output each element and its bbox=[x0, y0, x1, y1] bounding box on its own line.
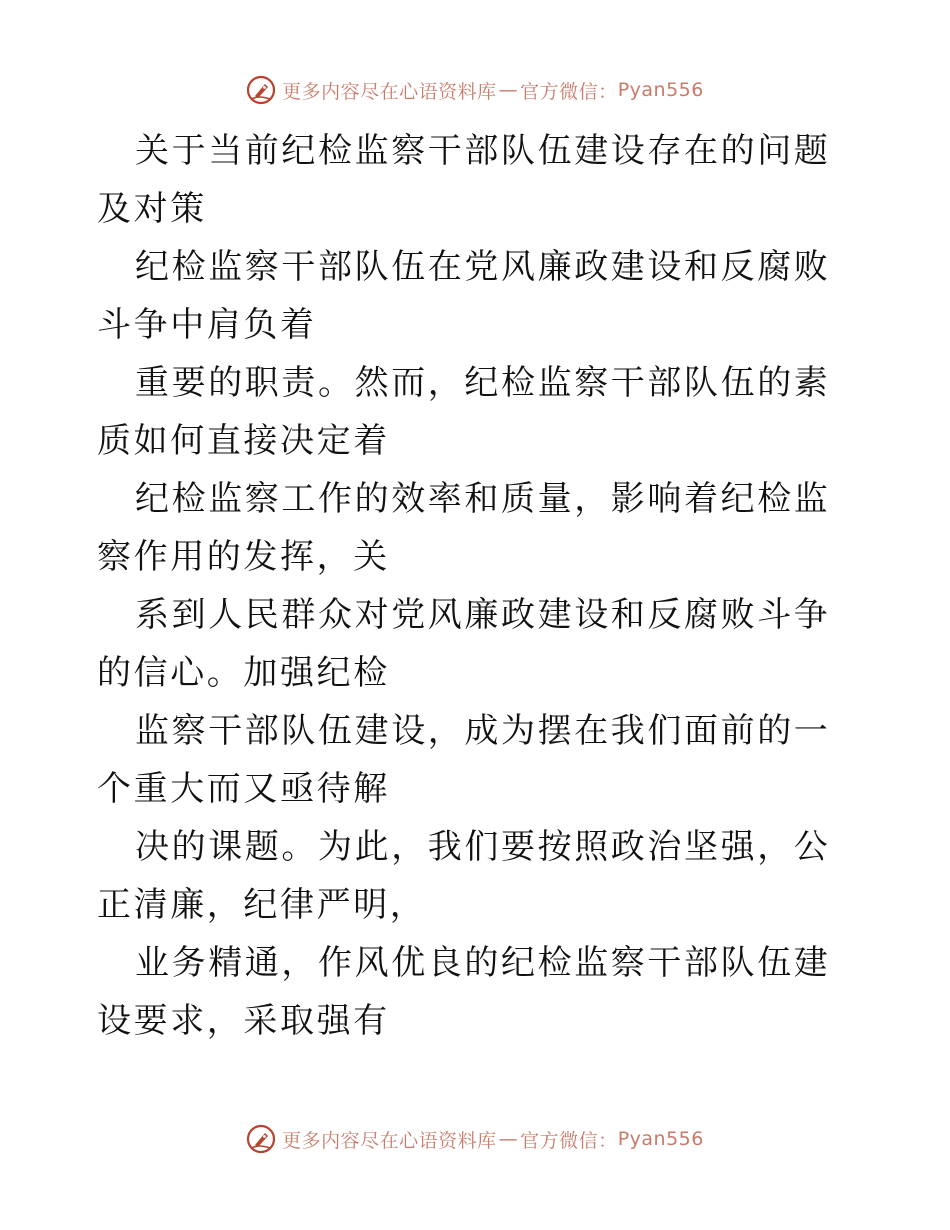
watermark-account: Pyan556 bbox=[617, 79, 704, 101]
paragraph: 纪检监察干部队伍在党风廉政建设和反腐败斗争中肩负着 bbox=[97, 247, 831, 345]
document-body bbox=[97, 122, 853, 1050]
paragraph: 决的课题。为此，我们要按照政治坚强，公正清廉，纪律严明， bbox=[97, 827, 831, 925]
watermark-dash: — bbox=[498, 79, 519, 101]
paragraph: 纪检监察工作的效率和质量，影响着纪检监察作用的发挥，关 bbox=[97, 479, 831, 577]
pen-nib-logo-icon bbox=[246, 1124, 276, 1154]
header-watermark bbox=[0, 72, 950, 108]
watermark-dash: — bbox=[498, 1128, 519, 1150]
pen-nib-logo-icon bbox=[246, 75, 276, 105]
paragraph: 重要的职责。然而，纪检监察干部队伍的素质如何直接决定着 bbox=[97, 363, 831, 461]
watermark-text: 更多内容尽在心语资料库 bbox=[282, 80, 497, 103]
watermark-official-label: 官方微信： bbox=[520, 80, 618, 103]
watermark-text: 更多内容尽在心语资料库 bbox=[282, 1129, 497, 1152]
paragraph: 监察干部队伍建设，成为摆在我们面前的一个重大而又亟待解 bbox=[97, 711, 831, 809]
paragraph-title: 关于当前纪检监察干部队伍建设存在的问题及对策 bbox=[97, 131, 831, 229]
watermark-official-label: 官方微信： bbox=[520, 1129, 618, 1152]
paragraph: 业务精通，作风优良的纪检监察干部队伍建设要求，采取强有 bbox=[97, 943, 831, 1041]
paragraph: 系到人民群众对党风廉政建设和反腐败斗争的信心。加强纪检 bbox=[97, 595, 831, 693]
footer-watermark bbox=[0, 1121, 950, 1157]
watermark-account: Pyan556 bbox=[617, 1128, 704, 1150]
